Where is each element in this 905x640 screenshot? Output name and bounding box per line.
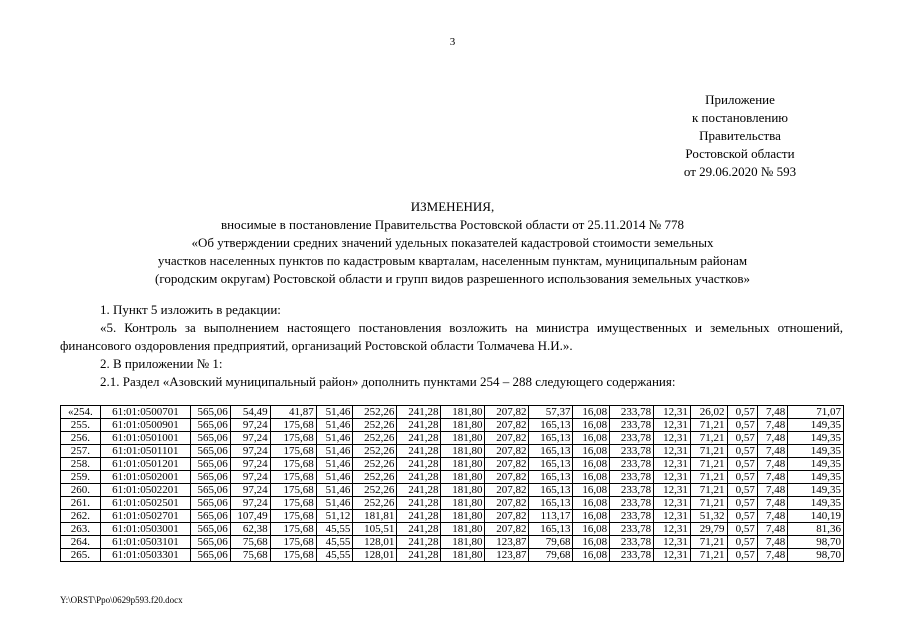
value-cell: 140,19: [788, 510, 844, 523]
value-cell: 0,57: [727, 406, 757, 419]
value-cell: 241,28: [397, 523, 441, 536]
value-cell: 149,35: [788, 497, 844, 510]
value-cell: 181,80: [441, 536, 485, 549]
value-cell: 71,21: [690, 432, 727, 445]
value-cell: 7,48: [757, 510, 787, 523]
value-cell: 123,87: [485, 536, 529, 549]
value-cell: 175,68: [270, 549, 316, 562]
value-cell: 233,78: [610, 497, 654, 510]
title-line: (городским округам) Ростовской области и групп видов разрешенного использования земельных участков»: [155, 271, 750, 286]
value-cell: 79,68: [529, 536, 573, 549]
value-cell: 233,78: [610, 458, 654, 471]
value-cell: 241,28: [397, 497, 441, 510]
value-cell: 233,78: [610, 471, 654, 484]
value-cell: 0,57: [727, 510, 757, 523]
value-cell: 16,08: [573, 510, 610, 523]
value-cell: 71,07: [788, 406, 844, 419]
cadastral-quarter-cell: 61:01:0503001: [100, 523, 190, 536]
value-cell: 565,06: [190, 432, 230, 445]
value-cell: 7,48: [757, 497, 787, 510]
table-row: [61, 484, 844, 497]
value-cell: 0,57: [727, 497, 757, 510]
value-cell: 175,68: [270, 484, 316, 497]
cadastral-quarter-cell: 61:01:0502201: [100, 484, 190, 497]
value-cell: 113,17: [529, 510, 573, 523]
value-cell: 207,82: [485, 471, 529, 484]
table-body: [61, 406, 844, 562]
value-cell: 181,80: [441, 432, 485, 445]
value-cell: 97,24: [230, 484, 270, 497]
value-cell: 233,78: [610, 419, 654, 432]
value-cell: 16,08: [573, 523, 610, 536]
value-cell: 149,35: [788, 419, 844, 432]
table-row: [61, 445, 844, 458]
value-cell: 565,06: [190, 497, 230, 510]
value-cell: 97,24: [230, 432, 270, 445]
value-cell: 241,28: [397, 432, 441, 445]
value-cell: 12,31: [654, 549, 691, 562]
value-cell: 181,80: [441, 471, 485, 484]
value-cell: 165,13: [529, 497, 573, 510]
row-number-cell: 255.: [61, 419, 101, 432]
cadastral-quarter-cell: 61:01:0502501: [100, 497, 190, 510]
value-cell: 252,26: [353, 497, 397, 510]
value-cell: 565,06: [190, 523, 230, 536]
value-cell: 149,35: [788, 432, 844, 445]
value-cell: 565,06: [190, 458, 230, 471]
appendix-line: от 29.06.2020 № 593: [683, 164, 797, 179]
row-number-cell: 261.: [61, 497, 101, 510]
value-cell: 175,68: [270, 471, 316, 484]
value-cell: 241,28: [397, 510, 441, 523]
cadastral-quarter-cell: 61:01:0503301: [100, 549, 190, 562]
value-cell: 71,21: [690, 445, 727, 458]
value-cell: 207,82: [485, 419, 529, 432]
value-cell: 0,57: [727, 484, 757, 497]
value-cell: 565,06: [190, 419, 230, 432]
value-cell: 12,31: [654, 471, 691, 484]
row-number-cell: 259.: [61, 471, 101, 484]
value-cell: 252,26: [353, 458, 397, 471]
value-cell: 7,48: [757, 445, 787, 458]
appendix-line: Правительства: [699, 128, 781, 143]
appendix-line: Ростовской области: [685, 146, 795, 161]
value-cell: 252,26: [353, 445, 397, 458]
cadastral-quarter-cell: 61:01:0502001: [100, 471, 190, 484]
cadastral-quarter-cell: 61:01:0502701: [100, 510, 190, 523]
cadastral-quarter-cell: 61:01:0501101: [100, 445, 190, 458]
value-cell: 29,79: [690, 523, 727, 536]
value-cell: 45,55: [316, 549, 353, 562]
table-row: [61, 406, 844, 419]
value-cell: 71,21: [690, 549, 727, 562]
value-cell: 12,31: [654, 458, 691, 471]
value-cell: 565,06: [190, 510, 230, 523]
value-cell: 181,80: [441, 484, 485, 497]
value-cell: 233,78: [610, 484, 654, 497]
document-title: [60, 198, 845, 288]
value-cell: 62,38: [230, 523, 270, 536]
value-cell: 54,49: [230, 406, 270, 419]
value-cell: 16,08: [573, 471, 610, 484]
value-cell: 71,21: [690, 484, 727, 497]
value-cell: 51,46: [316, 484, 353, 497]
value-cell: 565,06: [190, 484, 230, 497]
paragraph-1: 1. Пункт 5 изложить в редакции:: [100, 302, 281, 317]
value-cell: 97,24: [230, 497, 270, 510]
value-cell: 175,68: [270, 419, 316, 432]
value-cell: 51,46: [316, 458, 353, 471]
value-cell: 97,24: [230, 419, 270, 432]
value-cell: 175,68: [270, 510, 316, 523]
value-cell: 233,78: [610, 445, 654, 458]
value-cell: 165,13: [529, 419, 573, 432]
value-cell: 81,36: [788, 523, 844, 536]
value-cell: 45,55: [316, 523, 353, 536]
value-cell: 165,13: [529, 458, 573, 471]
value-cell: 233,78: [610, 523, 654, 536]
value-cell: 181,80: [441, 510, 485, 523]
table-row: [61, 523, 844, 536]
value-cell: 565,06: [190, 536, 230, 549]
value-cell: 207,82: [485, 497, 529, 510]
value-cell: 149,35: [788, 484, 844, 497]
value-cell: 51,46: [316, 406, 353, 419]
title-line: «Об утверждении средних значений удельных показателей кадастровой стоимости земельных: [191, 235, 714, 250]
value-cell: 241,28: [397, 484, 441, 497]
value-cell: 128,01: [353, 536, 397, 549]
value-cell: 128,01: [353, 549, 397, 562]
value-cell: 165,13: [529, 471, 573, 484]
value-cell: 7,48: [757, 458, 787, 471]
paragraph-4: 2.1. Раздел «Азовский муниципальный район» дополнить пунктами 254 – 288 следующего содержания:: [100, 374, 676, 389]
table-row: [61, 510, 844, 523]
value-cell: 165,13: [529, 432, 573, 445]
value-cell: 175,68: [270, 497, 316, 510]
value-cell: 71,21: [690, 458, 727, 471]
value-cell: 0,57: [727, 471, 757, 484]
cadastral-quarter-cell: 61:01:0503101: [100, 536, 190, 549]
value-cell: 0,57: [727, 419, 757, 432]
value-cell: 16,08: [573, 536, 610, 549]
value-cell: 75,68: [230, 536, 270, 549]
value-cell: 165,13: [529, 445, 573, 458]
value-cell: 165,13: [529, 484, 573, 497]
value-cell: 565,06: [190, 445, 230, 458]
value-cell: 51,46: [316, 497, 353, 510]
value-cell: 149,35: [788, 445, 844, 458]
value-cell: 207,82: [485, 445, 529, 458]
value-cell: 241,28: [397, 549, 441, 562]
file-path-footer: Y:\ORST\Ppo\0629p593.f20.docx: [60, 595, 183, 605]
value-cell: 51,46: [316, 419, 353, 432]
value-cell: 51,12: [316, 510, 353, 523]
value-cell: 149,35: [788, 458, 844, 471]
value-cell: 175,68: [270, 523, 316, 536]
table-row: [61, 458, 844, 471]
value-cell: 16,08: [573, 497, 610, 510]
row-number-cell: 262.: [61, 510, 101, 523]
table-row: [61, 497, 844, 510]
table-row: [61, 419, 844, 432]
value-cell: 7,48: [757, 406, 787, 419]
value-cell: 12,31: [654, 484, 691, 497]
value-cell: 105,51: [353, 523, 397, 536]
value-cell: 181,81: [353, 510, 397, 523]
appendix-line: к постановлению: [691, 110, 789, 125]
value-cell: 51,46: [316, 471, 353, 484]
row-number-cell: 263.: [61, 523, 101, 536]
value-cell: 565,06: [190, 549, 230, 562]
row-number-cell: 264.: [61, 536, 101, 549]
value-cell: 97,24: [230, 471, 270, 484]
value-cell: 51,46: [316, 445, 353, 458]
value-cell: 97,24: [230, 458, 270, 471]
cadastral-values-table: [60, 405, 844, 562]
value-cell: 16,08: [573, 432, 610, 445]
page-number: 3: [449, 36, 456, 48]
value-cell: 0,57: [727, 523, 757, 536]
cadastral-quarter-cell: 61:01:0500701: [100, 406, 190, 419]
title-heading: ИЗМЕНЕНИЯ,: [410, 199, 495, 214]
value-cell: 7,48: [757, 536, 787, 549]
value-cell: 79,68: [529, 549, 573, 562]
value-cell: 75,68: [230, 549, 270, 562]
row-number-cell: 256.: [61, 432, 101, 445]
value-cell: 12,31: [654, 536, 691, 549]
value-cell: 12,31: [654, 510, 691, 523]
value-cell: 45,55: [316, 536, 353, 549]
value-cell: 7,48: [757, 432, 787, 445]
paragraph-3: 2. В приложении № 1:: [100, 356, 223, 371]
value-cell: 7,48: [757, 419, 787, 432]
value-cell: 175,68: [270, 445, 316, 458]
value-cell: 51,32: [690, 510, 727, 523]
value-cell: 181,80: [441, 549, 485, 562]
value-cell: 16,08: [573, 406, 610, 419]
value-cell: 181,80: [441, 458, 485, 471]
value-cell: 0,57: [727, 432, 757, 445]
value-cell: 241,28: [397, 471, 441, 484]
value-cell: 241,28: [397, 445, 441, 458]
value-cell: 107,49: [230, 510, 270, 523]
value-cell: 12,31: [654, 419, 691, 432]
value-cell: 7,48: [757, 484, 787, 497]
table-row: [61, 536, 844, 549]
value-cell: 252,26: [353, 484, 397, 497]
value-cell: 207,82: [485, 484, 529, 497]
title-line: участков населенных пунктов по кадастровым кварталам, населенным пунктам, муниципальным районам: [157, 253, 748, 268]
value-cell: 16,08: [573, 549, 610, 562]
value-cell: 252,26: [353, 432, 397, 445]
value-cell: 0,57: [727, 445, 757, 458]
value-cell: 7,48: [757, 471, 787, 484]
value-cell: 233,78: [610, 432, 654, 445]
value-cell: 207,82: [485, 510, 529, 523]
value-cell: 98,70: [788, 549, 844, 562]
title-line: вносимые в постановление Правительства Ростовской области от 25.11.2014 № 778: [221, 217, 684, 232]
value-cell: 565,06: [190, 406, 230, 419]
value-cell: 252,26: [353, 471, 397, 484]
value-cell: 233,78: [610, 536, 654, 549]
value-cell: 16,08: [573, 445, 610, 458]
value-cell: 0,57: [727, 549, 757, 562]
row-number-cell: 260.: [61, 484, 101, 497]
value-cell: 241,28: [397, 458, 441, 471]
value-cell: 97,24: [230, 445, 270, 458]
value-cell: 12,31: [654, 432, 691, 445]
table-row: [61, 549, 844, 562]
value-cell: 98,70: [788, 536, 844, 549]
table-row: [61, 432, 844, 445]
value-cell: 252,26: [353, 406, 397, 419]
value-cell: 41,87: [270, 406, 316, 419]
value-cell: 233,78: [610, 406, 654, 419]
row-number-cell: 257.: [61, 445, 101, 458]
appendix-block: [640, 91, 840, 181]
value-cell: 165,13: [529, 523, 573, 536]
value-cell: 51,46: [316, 432, 353, 445]
value-cell: 207,82: [485, 523, 529, 536]
value-cell: 26,02: [690, 406, 727, 419]
value-cell: 175,68: [270, 432, 316, 445]
value-cell: 7,48: [757, 523, 787, 536]
value-cell: 57,37: [529, 406, 573, 419]
value-cell: 71,21: [690, 471, 727, 484]
value-cell: 181,80: [441, 523, 485, 536]
value-cell: 207,82: [485, 458, 529, 471]
value-cell: 123,87: [485, 549, 529, 562]
value-cell: 241,28: [397, 406, 441, 419]
value-cell: 71,21: [690, 419, 727, 432]
value-cell: 233,78: [610, 549, 654, 562]
value-cell: 12,31: [654, 523, 691, 536]
value-cell: 71,21: [690, 536, 727, 549]
row-number-cell: «254.: [61, 406, 101, 419]
value-cell: 175,68: [270, 536, 316, 549]
value-cell: 181,80: [441, 445, 485, 458]
value-cell: 207,82: [485, 406, 529, 419]
cadastral-quarter-cell: 61:01:0501201: [100, 458, 190, 471]
appendix-line: Приложение: [705, 92, 775, 107]
row-number-cell: 258.: [61, 458, 101, 471]
value-cell: 181,80: [441, 497, 485, 510]
value-cell: 207,82: [485, 432, 529, 445]
cadastral-quarter-cell: 61:01:0501001: [100, 432, 190, 445]
value-cell: 71,21: [690, 497, 727, 510]
value-cell: 181,80: [441, 406, 485, 419]
value-cell: 233,78: [610, 510, 654, 523]
value-cell: 12,31: [654, 497, 691, 510]
value-cell: 12,31: [654, 406, 691, 419]
row-number-cell: 265.: [61, 549, 101, 562]
value-cell: 16,08: [573, 458, 610, 471]
value-cell: 149,35: [788, 471, 844, 484]
value-cell: 16,08: [573, 484, 610, 497]
value-cell: 241,28: [397, 419, 441, 432]
value-cell: 0,57: [727, 536, 757, 549]
value-cell: 175,68: [270, 458, 316, 471]
value-cell: 16,08: [573, 419, 610, 432]
paragraph-2: «5. Контроль за выполнением настоящего постановления возложить на министра имущественных и земельных отношений, финансового оздоровления предприятий, организаций Ростовской области Толмачева Н.И.».: [60, 320, 843, 353]
value-cell: 181,80: [441, 419, 485, 432]
value-cell: 252,26: [353, 419, 397, 432]
value-cell: 565,06: [190, 471, 230, 484]
table-row: [61, 471, 844, 484]
cadastral-quarter-cell: 61:01:0500901: [100, 419, 190, 432]
value-cell: 0,57: [727, 458, 757, 471]
value-cell: 12,31: [654, 445, 691, 458]
value-cell: 7,48: [757, 549, 787, 562]
value-cell: 241,28: [397, 536, 441, 549]
